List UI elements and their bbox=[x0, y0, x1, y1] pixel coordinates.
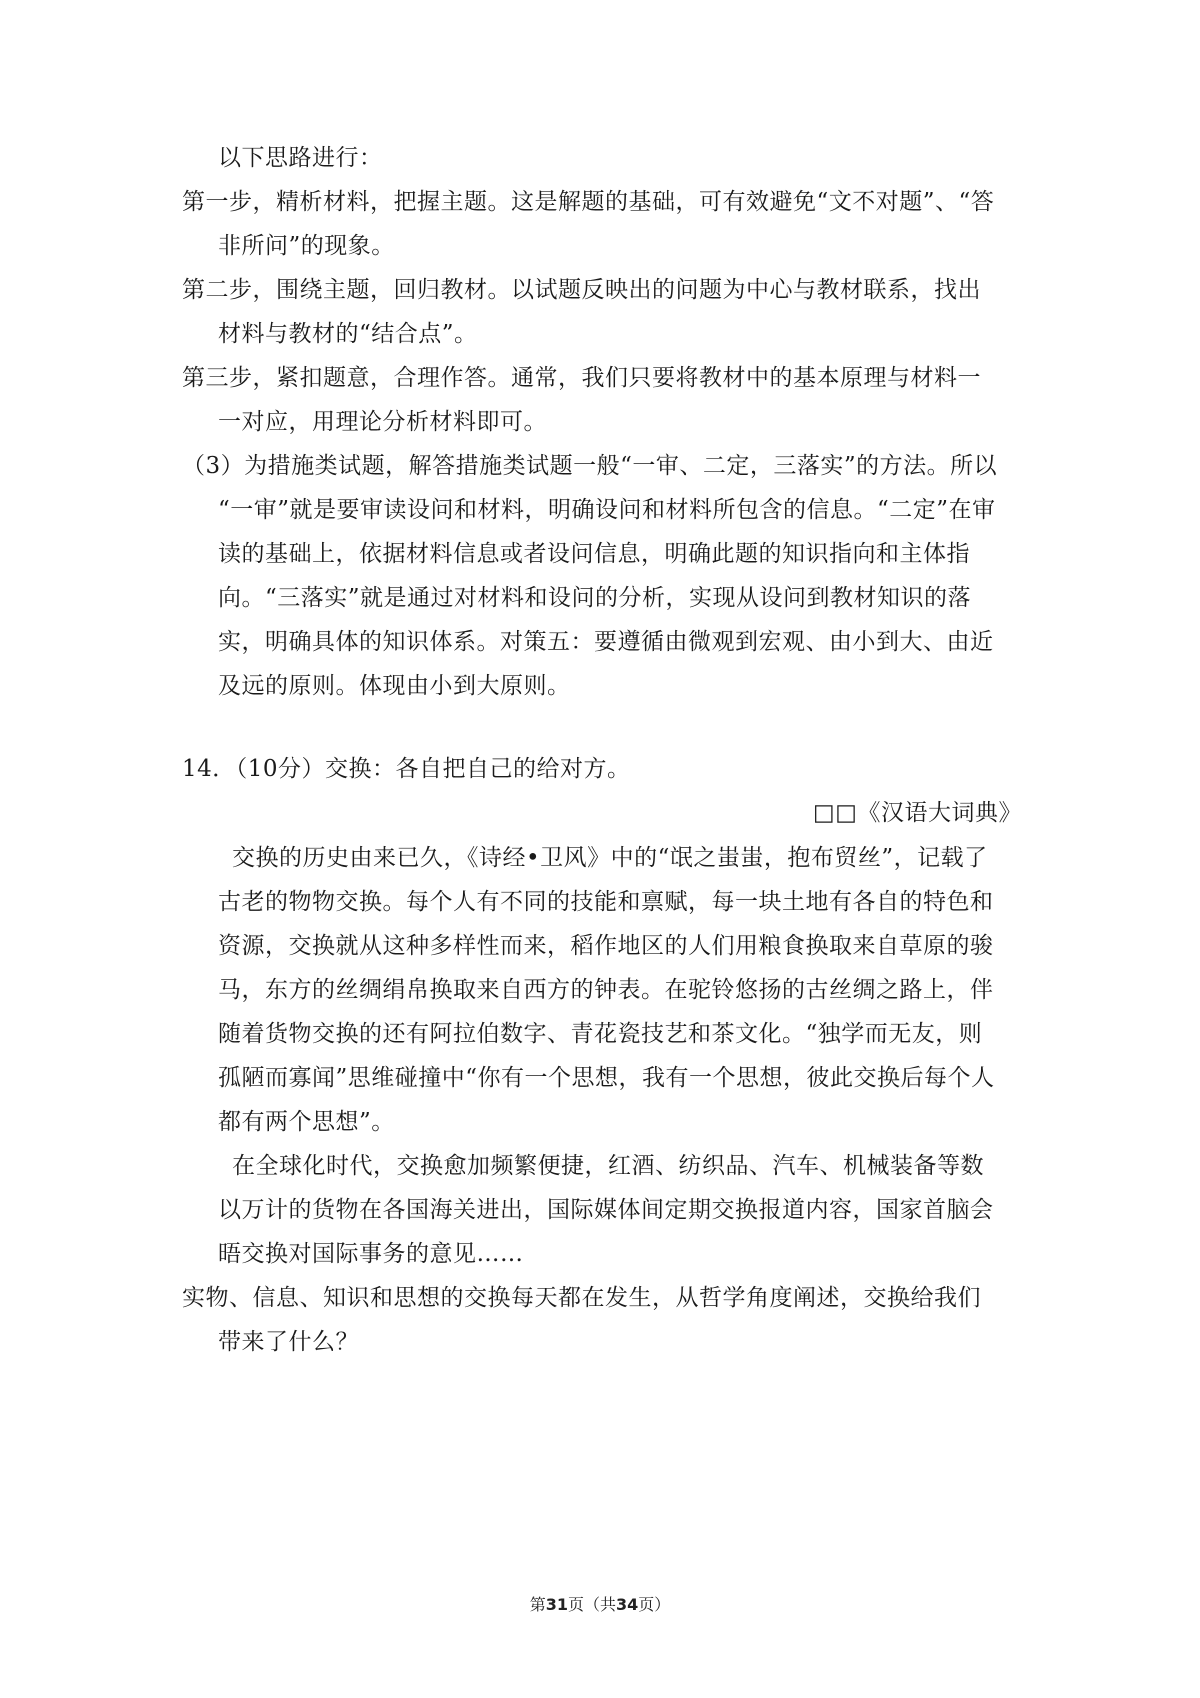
text-line: 晤交换对国际事务的意见…… bbox=[218, 1241, 524, 1267]
question-heading: 14．（10分）交换：各自把自己的给对方。 bbox=[182, 756, 631, 782]
text-line: 实，明确具体的知识体系。对策五：要遵循由微观到宏观、由小到大、由近 bbox=[218, 629, 994, 655]
text-line: 资源，交换就从这种多样性而来，稻作地区的人们用粮食换取来自草原的骏 bbox=[218, 933, 994, 959]
footer-middle: 页（共 bbox=[567, 1595, 616, 1614]
current-page-number: 31 bbox=[545, 1595, 568, 1614]
text-line: 实物、信息、知识和思想的交换每天都在发生，从哲学角度阐述，交换给我们 bbox=[182, 1285, 981, 1311]
text-line: 马，东方的丝绸绢帛换取来自西方的钟表。在驼铃悠扬的古丝绸之路上，伴 bbox=[218, 977, 994, 1003]
text-line: 第一步，精析材料，把握主题。这是解题的基础，可有效避免“文不对题”、“答 bbox=[182, 189, 995, 215]
footer-suffix: 页） bbox=[638, 1595, 671, 1614]
text-line: 及远的原则。体现由小到大原则。 bbox=[218, 673, 571, 699]
text-line: 以万计的货物在各国海关进出，国际媒体间定期交换报道内容，国家首脑会 bbox=[218, 1197, 994, 1223]
text-line: 非所问”的现象。 bbox=[218, 233, 395, 259]
text-line: 材料与教材的“结合点”。 bbox=[218, 321, 478, 347]
text-line: 交换的历史由来已久，《诗经•卫风》中的“氓之蚩蚩，抱布贸丝”，记载了 bbox=[232, 845, 988, 871]
text-line: 向。“三落实”就是通过对材料和设问的分析，实现从设问到教材知识的落 bbox=[218, 585, 972, 611]
text-line: 古老的物物交换。每个人有不同的技能和禀赋，每一块土地有各自的特色和 bbox=[218, 889, 994, 915]
text-line: 第三步，紧扣题意，合理作答。通常，我们只要将教材中的基本原理与材料一 bbox=[182, 365, 981, 391]
footer-prefix: 第 bbox=[529, 1595, 546, 1614]
text-line: 以下思路进行： bbox=[218, 145, 383, 171]
text-line: 读的基础上，依据材料信息或者设问信息，明确此题的知识指向和主体指 bbox=[218, 541, 970, 567]
text-line: 第二步，围绕主题，回归教材。以试题反映出的问题为中心与教材联系，找出 bbox=[182, 277, 981, 303]
total-page-number: 34 bbox=[616, 1595, 639, 1614]
text-line: 孤陋而寡闻”思维碰撞中“你有一个思想，我有一个思想，彼此交换后每个人 bbox=[218, 1065, 995, 1091]
text-line: 都有两个思想”。 bbox=[218, 1109, 395, 1135]
text-line: 一对应，用理论分析材料即可。 bbox=[218, 409, 547, 435]
text-line: 随着货物交换的还有阿拉伯数字、青花瓷技艺和茶文化。“独学而无友，则 bbox=[218, 1021, 983, 1047]
citation: □□《汉语大词典》 bbox=[813, 800, 1022, 826]
text-line: 在全球化时代，交换愈加频繁便捷，红酒、纺织品、汽车、机械装备等数 bbox=[232, 1153, 984, 1179]
text-line: “一审”就是要审读设问和材料，明确设问和材料所包含的信息。“二定”在审 bbox=[218, 497, 996, 523]
text-line: 带来了什么？ bbox=[218, 1329, 359, 1355]
page-footer bbox=[0, 1594, 1200, 1616]
text-line: （3）为措施类试题，解答措施类试题一般“一审、二定，三落实”的方法。所以 bbox=[182, 453, 998, 479]
